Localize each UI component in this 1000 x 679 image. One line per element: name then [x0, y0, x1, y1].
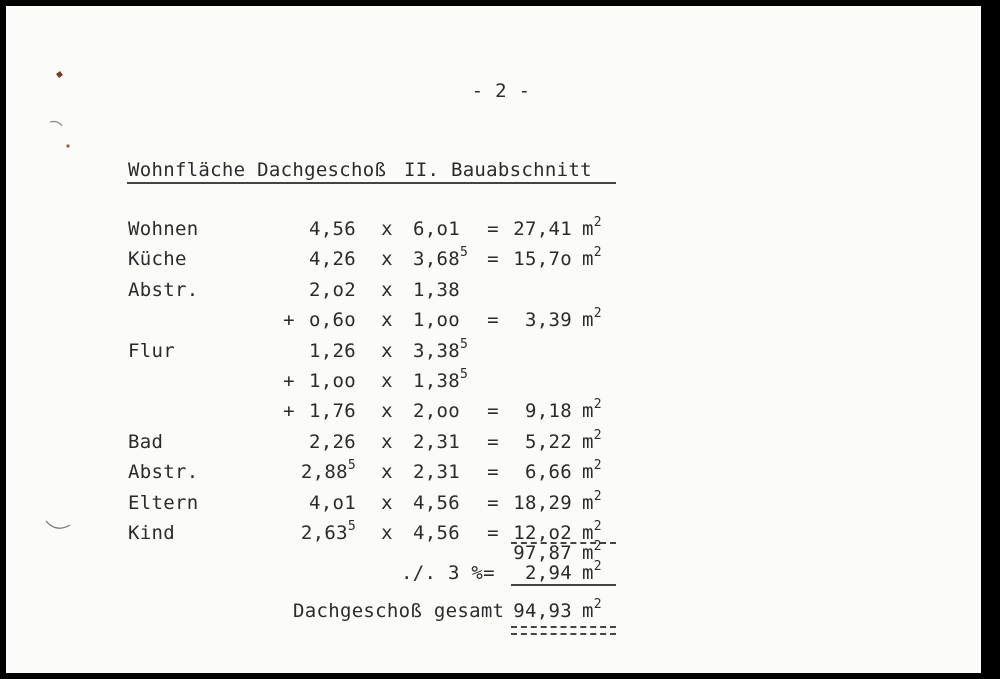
subtotal-value: 97,87 [513, 542, 572, 564]
row-unit: $m^2$ [582, 215, 602, 240]
row-factor-a: 4,56 [309, 218, 356, 240]
row-equals-sign: = [487, 309, 499, 331]
row-factor-b: 3,68$^5$ [413, 245, 469, 270]
row-result: 18,29 [513, 492, 572, 514]
row-multiply-sign: x [381, 370, 393, 392]
row-result: 9,18 [525, 400, 572, 422]
row-factor-a: 1,oo [309, 370, 356, 392]
row-plus-sign: + [283, 400, 295, 422]
row-label: Küche [128, 248, 187, 270]
row-result: 12,o2 [513, 522, 572, 544]
row-multiply-sign: x [381, 248, 393, 270]
row-multiply-sign: x [381, 461, 393, 483]
row-equals-sign: = [487, 248, 499, 270]
paper-speck-marks [46, 66, 86, 156]
document-page [6, 6, 981, 673]
row-multiply-sign: x [381, 492, 393, 514]
row-factor-b: 6,o1 [413, 218, 460, 240]
row-factor-a: 2,63$^5$ [300, 519, 356, 544]
deduction-value: 2,94 [525, 562, 572, 584]
row-plus-sign: + [283, 309, 295, 331]
row-equals-sign: = [487, 431, 499, 453]
row-label: Flur [128, 340, 175, 362]
row-factor-a: 4,o1 [309, 492, 356, 514]
row-multiply-sign: x [381, 218, 393, 240]
page-number: - 2 - [471, 80, 531, 102]
row-label: Eltern [128, 492, 199, 514]
row-factor-b: 3,38$^5$ [413, 337, 469, 362]
row-multiply-sign: x [381, 279, 393, 301]
row-multiply-sign: x [381, 340, 393, 362]
row-label: Wohnen [128, 218, 199, 240]
row-unit: $m^2$ [582, 458, 602, 483]
row-unit: $m^2$ [582, 397, 602, 422]
row-multiply-sign: x [381, 309, 393, 331]
row-label: Bad [128, 431, 164, 453]
row-result: 6,66 [525, 461, 572, 483]
subtotal-unit: $m^2$ [582, 539, 602, 564]
paper-curl-mark [42, 511, 82, 535]
row-equals-sign: = [487, 461, 499, 483]
row-factor-a: 4,26 [309, 248, 356, 270]
row-factor-b: 1,38$^5$ [413, 367, 469, 392]
row-factor-b: 1,38 [413, 279, 460, 301]
heading-underline [127, 182, 616, 184]
row-factor-b: 2,31 [413, 431, 460, 453]
total-label: Dachgeschoß gesamt [293, 600, 505, 622]
row-multiply-sign: x [381, 431, 393, 453]
row-label: Abstr. [128, 461, 199, 483]
row-factor-a: 2,o2 [309, 279, 356, 301]
total-value: 94,93 [513, 600, 572, 622]
deduction-label: ./. 3 %= [401, 562, 495, 584]
row-unit: $m^2$ [582, 245, 602, 270]
row-factor-b: 4,56 [413, 492, 460, 514]
row-label: Kind [128, 522, 175, 544]
row-equals-sign: = [487, 522, 499, 544]
deduction-underline [511, 584, 616, 586]
heading-left: Wohnfläche Dachgeschoß [128, 159, 387, 181]
row-label: Abstr. [128, 279, 199, 301]
deduction-unit: $m^2$ [582, 559, 602, 584]
row-factor-a: 2,88$^5$ [300, 458, 356, 483]
row-unit: $m^2$ [582, 519, 602, 544]
total-double-underline [511, 626, 616, 635]
row-factor-a: 2,26 [309, 431, 356, 453]
row-result: 5,22 [525, 431, 572, 453]
row-factor-b: 2,31 [413, 461, 460, 483]
row-factor-b: 1,oo [413, 309, 460, 331]
row-equals-sign: = [487, 218, 499, 240]
row-multiply-sign: x [381, 400, 393, 422]
row-unit: $m^2$ [582, 489, 602, 514]
row-result: 15,7o [513, 248, 572, 270]
row-factor-b: 4,56 [413, 522, 460, 544]
row-result: 27,41 [513, 218, 572, 240]
row-unit: $m^2$ [582, 306, 602, 331]
row-multiply-sign: x [381, 522, 393, 544]
row-plus-sign: + [283, 370, 295, 392]
total-unit: $m^2$ [582, 597, 602, 622]
row-factor-b: 2,oo [413, 400, 460, 422]
row-factor-a: 1,76 [309, 400, 356, 422]
row-equals-sign: = [487, 400, 499, 422]
heading-right: II. Bauabschnitt [404, 159, 592, 181]
row-result: 3,39 [525, 309, 572, 331]
row-equals-sign: = [487, 492, 499, 514]
row-unit: $m^2$ [582, 428, 602, 453]
row-factor-a: 1,26 [309, 340, 356, 362]
row-factor-a: o,6o [309, 309, 356, 331]
